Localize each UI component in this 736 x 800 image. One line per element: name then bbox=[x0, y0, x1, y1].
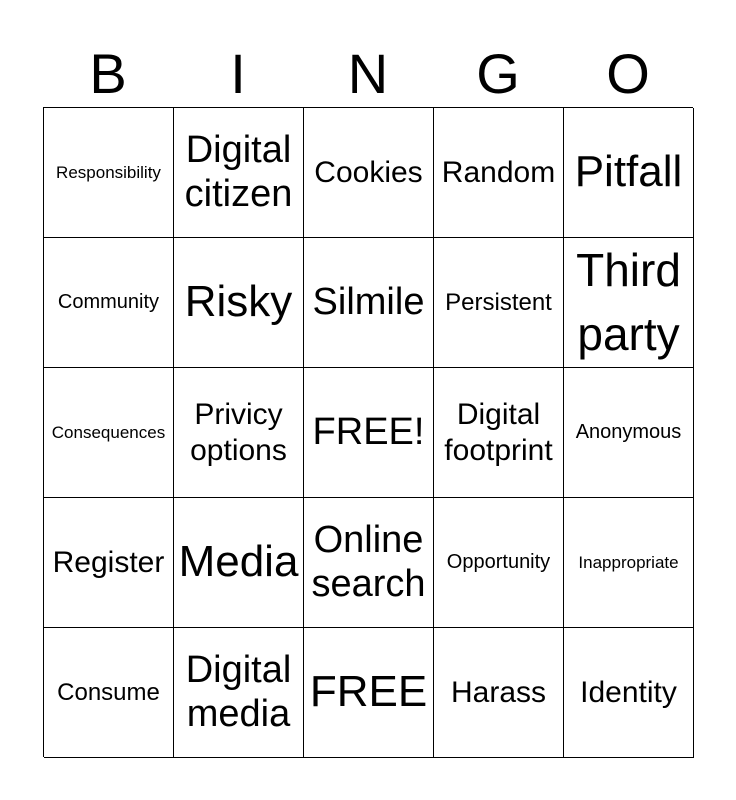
bingo-cell[interactable] bbox=[44, 108, 174, 238]
bingo-cell[interactable] bbox=[44, 238, 174, 368]
cell-label: Anonymous bbox=[575, 421, 682, 443]
bingo-cell[interactable] bbox=[564, 628, 694, 758]
cell-label: FREE! bbox=[312, 410, 425, 453]
cell-label: Risky bbox=[184, 277, 293, 327]
cell-label: Inappropriate bbox=[578, 552, 679, 572]
cell-label: Digital footprint bbox=[444, 398, 553, 467]
bingo-cell[interactable] bbox=[304, 108, 434, 238]
cell-label: Responsibility bbox=[56, 162, 161, 182]
bingo-cell[interactable] bbox=[174, 108, 304, 238]
cell-label: Register bbox=[52, 545, 165, 579]
bingo-board bbox=[43, 107, 693, 757]
bingo-cell[interactable] bbox=[44, 368, 174, 498]
free-space[interactable] bbox=[304, 368, 434, 498]
bingo-cell[interactable] bbox=[434, 108, 564, 238]
bingo-cell[interactable] bbox=[564, 368, 694, 498]
bingo-cell[interactable] bbox=[44, 498, 174, 628]
cell-label: Online search bbox=[311, 519, 426, 605]
cell-label: Persistent bbox=[445, 288, 552, 316]
cell-label: Digital citizen bbox=[184, 129, 293, 215]
cell-label: Consequences bbox=[51, 422, 166, 442]
header-letter-b: B bbox=[89, 42, 127, 105]
bingo-cell[interactable] bbox=[304, 238, 434, 368]
bingo-cell[interactable] bbox=[304, 498, 434, 628]
cell-label: Random bbox=[441, 155, 556, 189]
cell-label: Opportunity bbox=[446, 551, 551, 573]
bingo-cell[interactable] bbox=[44, 628, 174, 758]
cell-label: Cookies bbox=[314, 155, 423, 189]
bingo-cell[interactable] bbox=[564, 498, 694, 628]
cell-label: Pitfall bbox=[574, 147, 683, 197]
cell-label: Third party bbox=[576, 244, 681, 360]
bingo-cell[interactable] bbox=[174, 498, 304, 628]
bingo-cell[interactable] bbox=[174, 238, 304, 368]
bingo-cell[interactable] bbox=[434, 628, 564, 758]
cell-label: FREE bbox=[309, 667, 428, 717]
bingo-cell[interactable] bbox=[564, 108, 694, 238]
cell-label: Community bbox=[57, 291, 160, 313]
cell-label: Identity bbox=[580, 675, 677, 709]
header-letter-n: N bbox=[347, 42, 389, 105]
header-letter-o: O bbox=[606, 42, 650, 105]
bingo-cell[interactable] bbox=[174, 628, 304, 758]
bingo-cell[interactable] bbox=[434, 498, 564, 628]
cell-label: Digital media bbox=[185, 649, 292, 735]
bingo-cell[interactable] bbox=[564, 238, 694, 368]
cell-label: Privicy options bbox=[190, 398, 287, 467]
bingo-cell[interactable] bbox=[304, 628, 434, 758]
cell-label: Media bbox=[178, 537, 299, 587]
header-letter-g: G bbox=[476, 42, 520, 105]
cell-label: Consume bbox=[57, 678, 160, 706]
bingo-cell[interactable] bbox=[174, 368, 304, 498]
bingo-cell[interactable] bbox=[434, 238, 564, 368]
cell-label: Harass bbox=[450, 675, 547, 709]
cell-label: Silmile bbox=[312, 280, 425, 323]
header-letter-i: I bbox=[230, 42, 246, 105]
bingo-cell[interactable] bbox=[434, 368, 564, 498]
bingo-header bbox=[43, 40, 693, 108]
